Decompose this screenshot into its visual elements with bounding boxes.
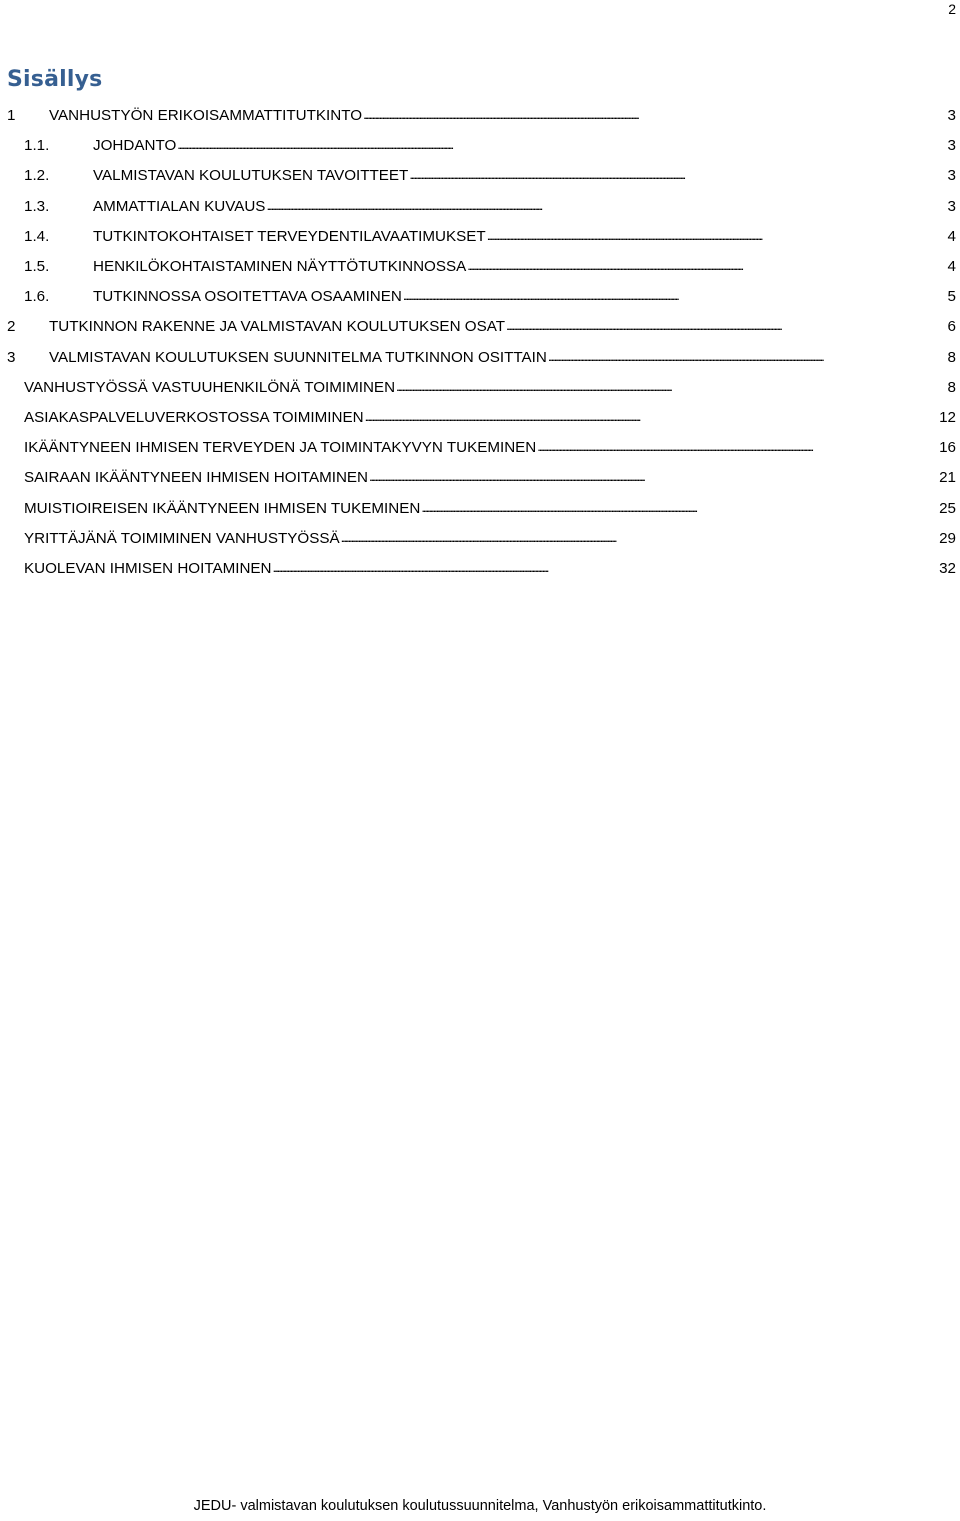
dot-leader xyxy=(396,377,947,397)
toc-entry-number: 3 xyxy=(7,348,16,366)
toc-entry-label: TUTKINNOSSA OSOITETTAVA OSAAMINEN xyxy=(93,288,402,306)
toc-entry[interactable] xyxy=(24,132,956,156)
toc-entry-page: 32 xyxy=(939,560,956,577)
dot-leader xyxy=(537,437,938,457)
toc-entry-page: 3 xyxy=(947,107,956,124)
toc-entry[interactable] xyxy=(24,525,956,549)
toc-entry-label: AMMATTIALAN KUVAUS xyxy=(93,197,266,215)
dot-leader xyxy=(467,256,946,276)
toc-entry-label: VANHUSTYÖSSÄ VASTUUHENKILÖNÄ TOIMIMINEN xyxy=(24,378,396,396)
dot-leader xyxy=(177,135,946,155)
toc-entry-page: 3 xyxy=(947,197,956,215)
toc-entry[interactable] xyxy=(24,283,956,307)
toc-entry-label: YRITTÄJÄNÄ TOIMIMINEN VANHUSTYÖSSÄ xyxy=(24,529,340,547)
toc-entry-number: 1 xyxy=(7,107,16,124)
toc-entry-page: 16 xyxy=(939,439,956,457)
toc-entry-page: 6 xyxy=(947,318,956,336)
toc-entry[interactable] xyxy=(24,193,956,217)
toc-entry-label: TUTKINTOKOHTAISET TERVEYDENTILAVAATIMUKSET xyxy=(93,227,486,245)
toc-entry-page: 29 xyxy=(939,529,956,547)
dot-leader xyxy=(266,196,946,216)
toc-title: Sisällys xyxy=(7,67,103,92)
toc-entry-label: HENKILÖKOHTAISTAMINEN NÄYTTÖTUTKINNOSSA xyxy=(93,258,467,275)
dot-leader xyxy=(403,286,947,306)
toc-entry-number: 1.5. xyxy=(24,258,50,275)
page-footer: JEDU- valmistavan koulutuksen koulutussuunnitelma, Vanhustyön erikoisammattitutkinto. xyxy=(193,1498,767,1514)
toc-entry-page: 4 xyxy=(947,258,956,275)
toc-entry-label: KUOLEVAN IHMISEN HOITAMINEN xyxy=(24,560,272,577)
dot-leader xyxy=(273,558,939,578)
toc-entry-label: VANHUSTYÖN ERIKOISAMMATTITUTKINTO xyxy=(49,107,363,124)
toc-entry-number: 1.1. xyxy=(24,137,50,155)
toc-entry-page: 4 xyxy=(947,227,956,245)
toc-entry-page: 5 xyxy=(947,288,956,306)
toc-entry-page: 3 xyxy=(947,167,956,185)
toc-entry[interactable] xyxy=(7,102,956,126)
toc-entry[interactable] xyxy=(7,313,956,337)
dot-leader xyxy=(421,498,938,518)
toc-entry-page: 3 xyxy=(947,137,956,155)
toc-entry[interactable] xyxy=(24,555,956,579)
dot-leader xyxy=(506,316,947,336)
toc-entry-label: IKÄÄNTYNEEN IHMISEN TERVEYDEN JA TOIMINTAKYVYN TUKEMINEN xyxy=(24,439,537,457)
toc-entry[interactable] xyxy=(24,162,956,186)
toc-entry[interactable] xyxy=(24,464,956,488)
toc-entry-number: 1.2. xyxy=(24,167,50,185)
toc-entry-label: MUISTIOIREISEN IKÄÄNTYNEEN IHMISEN TUKEMINEN xyxy=(24,499,421,517)
toc-entry-label: SAIRAAN IKÄÄNTYNEEN IHMISEN HOITAMINEN xyxy=(24,469,369,487)
dot-leader xyxy=(341,528,938,548)
toc-entry-page: 25 xyxy=(939,499,956,517)
toc-entry[interactable] xyxy=(24,223,956,247)
toc-entry[interactable] xyxy=(24,495,956,519)
toc-entry[interactable] xyxy=(24,404,956,428)
page-number: 2 xyxy=(948,1,956,17)
toc-entry-label: JOHDANTO xyxy=(93,137,177,155)
toc-entry-number: 2 xyxy=(7,318,16,336)
toc-entry-label: VALMISTAVAN KOULUTUKSEN SUUNNITELMA TUTKINNON OSITTAIN xyxy=(49,348,547,366)
toc-entry-label: TUTKINNON RAKENNE JA VALMISTAVAN KOULUTUKSEN OSAT xyxy=(49,318,505,336)
toc-entry-number: 1.6. xyxy=(24,288,50,306)
dot-leader xyxy=(487,226,947,246)
toc-entry-page: 8 xyxy=(947,348,956,366)
dot-leader xyxy=(365,407,939,427)
toc-entry-page: 12 xyxy=(939,409,956,426)
toc-entry[interactable] xyxy=(24,434,956,458)
toc-entry-label: ASIAKASPALVELUVERKOSTOSSA TOIMIMINEN xyxy=(24,409,364,426)
dot-leader xyxy=(363,105,946,125)
toc-entry-number: 1.4. xyxy=(24,227,50,245)
toc-entry-page: 8 xyxy=(947,378,956,396)
dot-leader xyxy=(369,467,938,487)
toc-entry[interactable] xyxy=(24,253,956,277)
dot-leader xyxy=(548,347,947,367)
dot-leader xyxy=(409,165,946,185)
toc-entry[interactable] xyxy=(24,374,956,398)
toc-entry-label: VALMISTAVAN KOULUTUKSEN TAVOITTEET xyxy=(93,167,409,185)
toc-entry-number: 1.3. xyxy=(24,197,50,215)
toc-entry-page: 21 xyxy=(939,469,956,487)
toc-entry[interactable] xyxy=(7,344,956,368)
